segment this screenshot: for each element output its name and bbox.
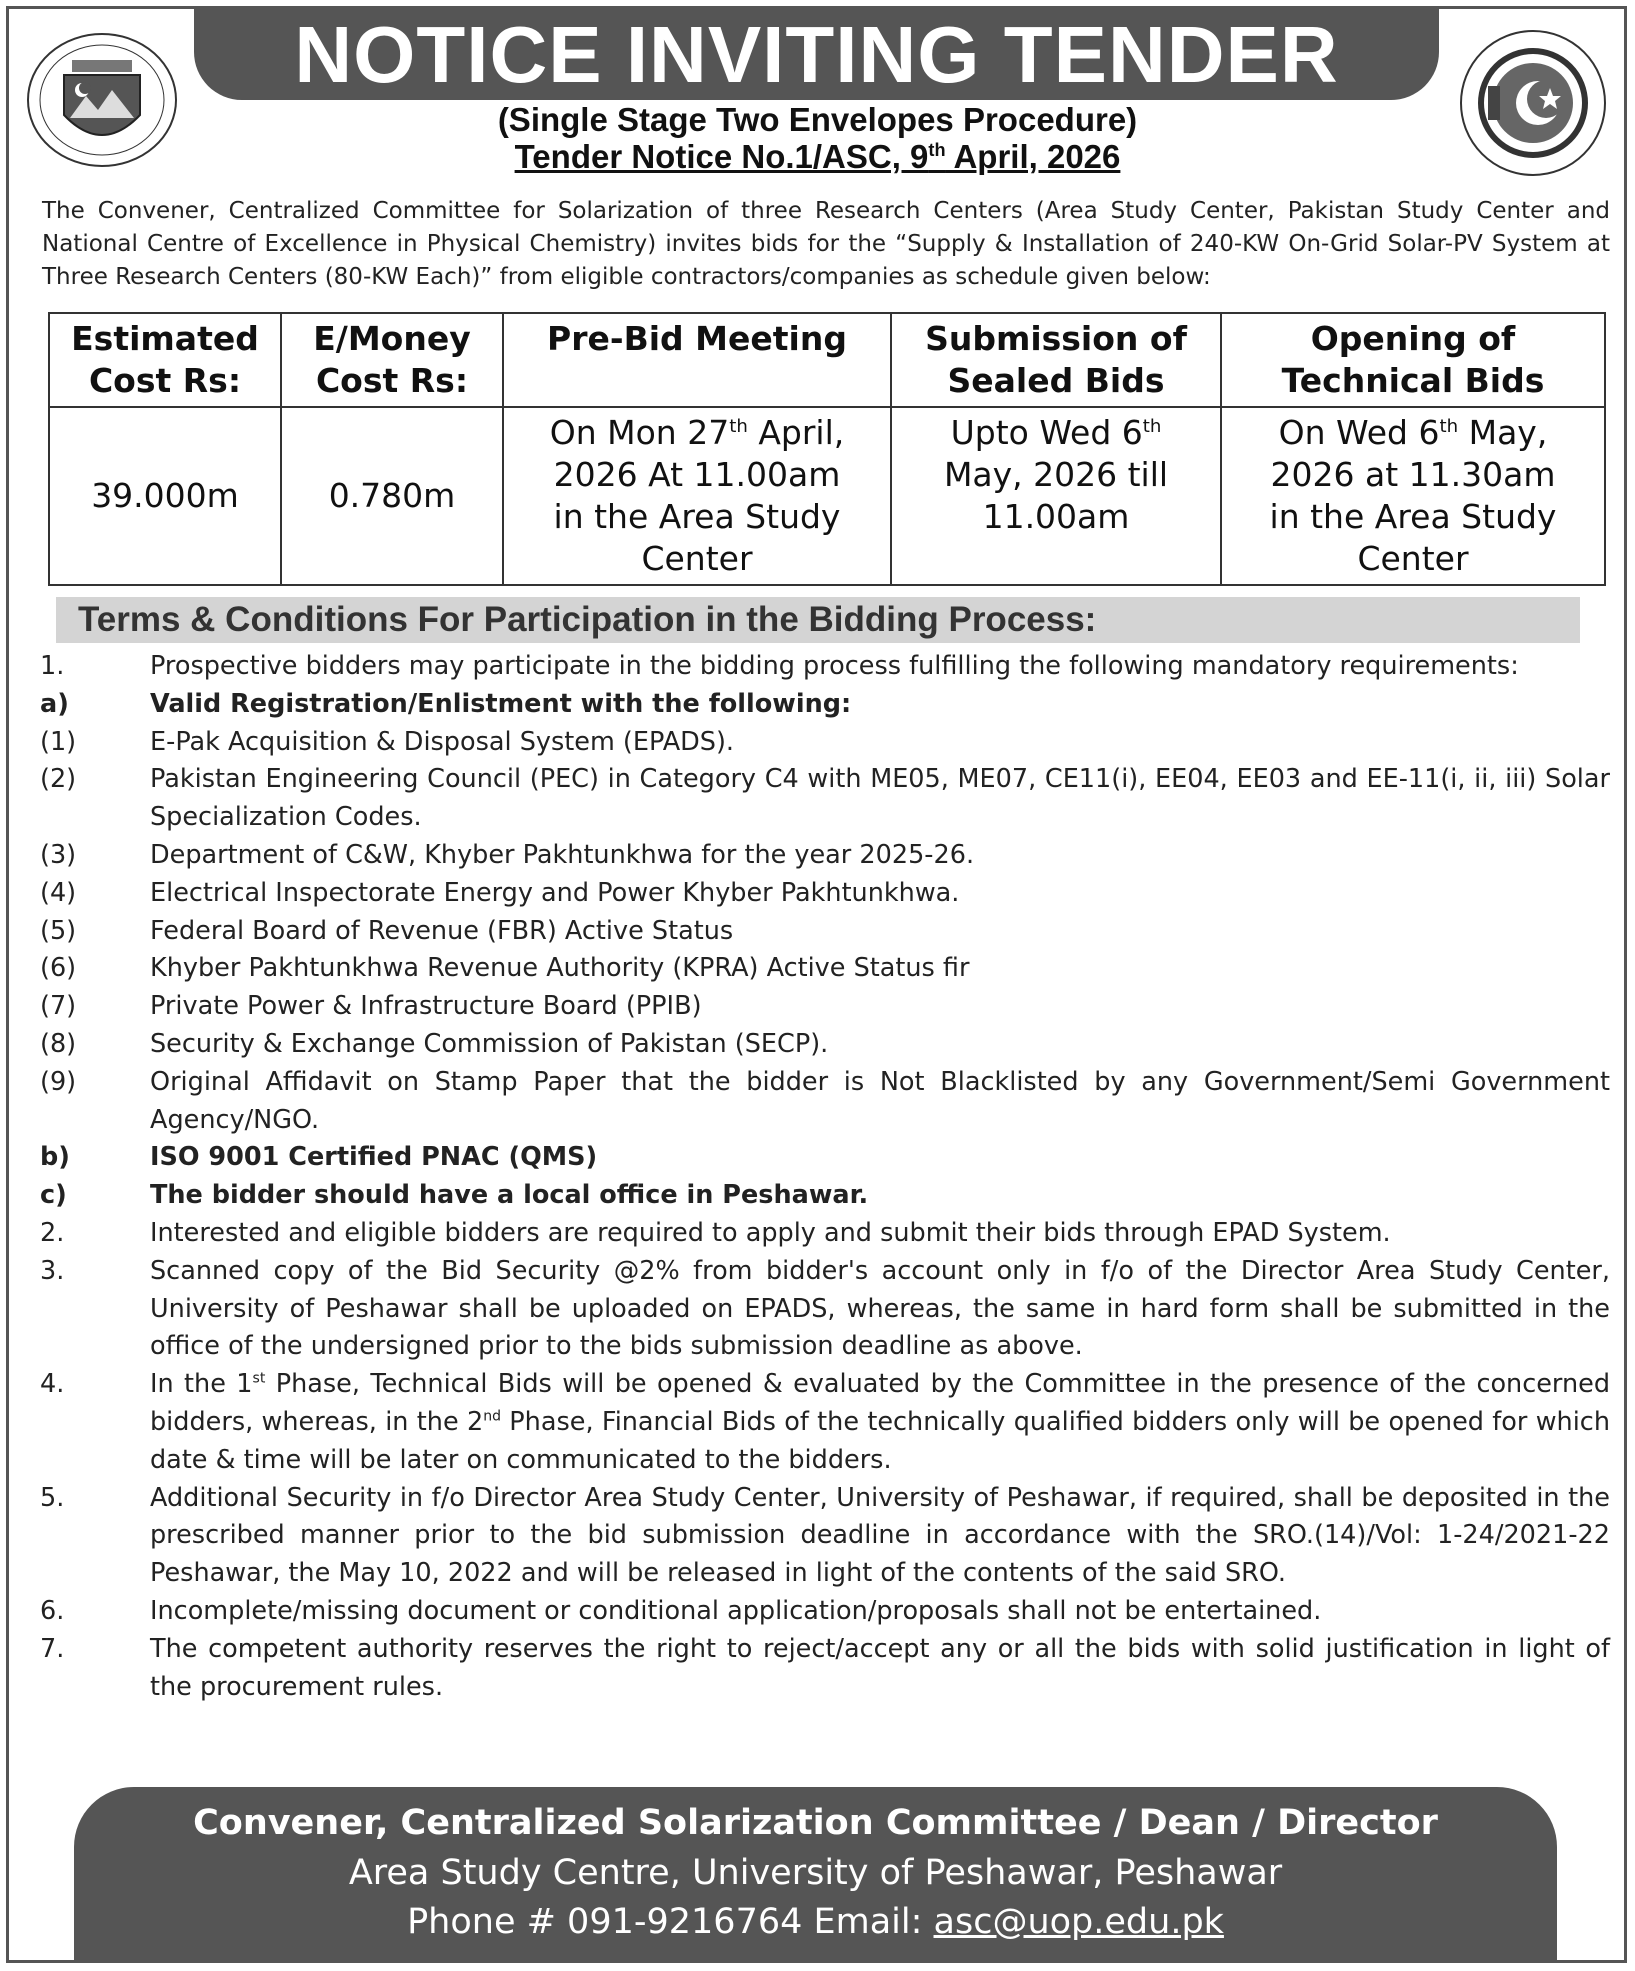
value-prebid-meeting: On Mon 27th April, 2026 At 11.00am in the Area Study Center — [503, 407, 891, 585]
value-submission: Upto Wed 6th May, 2026 till 11.00am — [891, 407, 1221, 585]
list-item: b) ISO 9001 Certified PNAC (QMS) — [40, 1142, 598, 1173]
list-item: a) Valid Registration/Enlistment with the following: — [40, 688, 852, 719]
value-opening: On Wed 6th May, 2026 at 11.30am in the Area Study Center — [1221, 407, 1605, 585]
header-estimated-cost: Estimated Cost Rs: — [49, 313, 281, 407]
list-item: (8) Security & Exchange Commission of Pakistan (SECP). — [40, 1028, 829, 1059]
header-opening: Opening of Technical Bids — [1221, 313, 1605, 407]
list-item: (9) Original Affidavit on Stamp Paper that the bidder is Not Blacklisted by any Government/Semi Government Agency/NGO. — [40, 1066, 1610, 1135]
procedure-subtitle: (Single Stage Two Envelopes Procedure) — [497, 101, 1138, 138]
title-banner — [194, 8, 1439, 100]
footer-phone-email: Phone # 091-9216764 Email: asc@uop.edu.pk — [407, 1902, 1224, 1942]
footer-convener: Convener, Centralized Solarization Committee / Dean / Director — [193, 1803, 1438, 1843]
intro-paragraph: The Convener, Centralized Committee for Solarization of three Research Centers (Area Study Center, Pakistan Study Center and National Centre of Excellence in Physical Chemistry) invites bids for the “Supply & Installation of 240-KW On-Grid Solar-PV System at Three Research Centers (80-KW Each)” from eligible contractors/companies as schedule given below: — [42, 198, 1610, 290]
list-item: c) The bidder should have a local office in Peshawar. — [40, 1180, 869, 1211]
schedule-header-row — [49, 313, 1605, 407]
list-item: 1. Prospective bidders may participate in the bidding process fulfilling the following mandatory requirements: — [40, 651, 1519, 681]
footer-contact-panel — [74, 1787, 1557, 1963]
list-item: (6) Khyber Pakhtunkhwa Revenue Authority (KPRA) Active Status fir — [40, 953, 970, 984]
value-emoney-cost: 0.780m — [281, 407, 503, 585]
header-emoney-cost: E/Money Cost Rs: — [281, 313, 503, 407]
notice-title: NOTICE INVITING TENDER — [294, 10, 1339, 99]
list-item: 4. In the 1st Phase, Technical Bids will be opened & evaluated by the Committee in the presence of the concerned bidders, whereas, in the 2nd Phase, Financial Bids of the technically qualified bidders only will be opened for which date & time will be later on communicated to the bidders. — [40, 1369, 1611, 1475]
terms-heading: Terms & Conditions For Participation in the Bidding Process: — [78, 600, 1097, 639]
list-item: (7) Private Power & Infrastructure Board (PPIB) — [40, 991, 702, 1022]
tender-notice-number: Tender Notice No.1/ASC, 9th April, 2026 — [514, 138, 1121, 175]
list-item: 3. Scanned copy of the Bid Security @2% from bidder's account only in f/o of the Director Area Study Center, University of Peshawar shall be uploaded on EPADS, whereas, the same in hard form shall be submitted in the office of the undersigned prior to the bids submission deadline as above. — [40, 1255, 1610, 1362]
header-submission: Submission of Sealed Bids — [891, 313, 1221, 407]
list-item: (4) Electrical Inspectorate Energy and Power Khyber Pakhtunkhwa. — [40, 877, 960, 908]
header-prebid-meeting: Pre-Bid Meeting — [503, 313, 891, 407]
list-item: 6. Incomplete/missing document or conditional application/proposals shall not be entertained. — [40, 1595, 1322, 1626]
email-link[interactable]: asc@uop.edu.pk — [933, 1902, 1224, 1942]
list-item: (5) Federal Board of Revenue (FBR) Active Status — [40, 915, 734, 946]
list-item: (1) E-Pak Acquisition & Disposal System (EPADS). — [40, 726, 735, 757]
list-item: (2) Pakistan Engineering Council (PEC) in Category C4 with ME05, ME07, CE11(i), EE04, EE03 and EE-11(i, ii, iii) Solar Specialization Codes. — [40, 764, 1610, 833]
schedule-value-row — [49, 407, 1605, 585]
schedule-table — [48, 312, 1606, 586]
list-item: 2. Interested and eligible bidders are required to apply and submit their bids through EPAD System. — [40, 1217, 1391, 1248]
list-item: 5. Additional Security in f/o Director Area Study Center, University of Peshawar, if required, shall be deposited in the prescribed manner prior to the bid submission deadline in accordance with the SRO.(14)/Vol: 1-24/2021-22 Peshawar, the May 10, 2022 and will be released in light of the contents of the said SRO. — [40, 1482, 1610, 1589]
list-item: (3) Department of C&W, Khyber Pakhtunkhwa for the year 2025-26. — [40, 839, 975, 870]
list-item: 7. The competent authority reserves the right to reject/accept any or all the bids with solid justification in light of the procurement rules. — [40, 1633, 1610, 1702]
terms-list — [40, 648, 1610, 1706]
footer-address: Area Study Centre, University of Peshawar, Peshawar — [348, 1853, 1283, 1893]
value-estimated-cost: 39.000m — [49, 407, 281, 585]
